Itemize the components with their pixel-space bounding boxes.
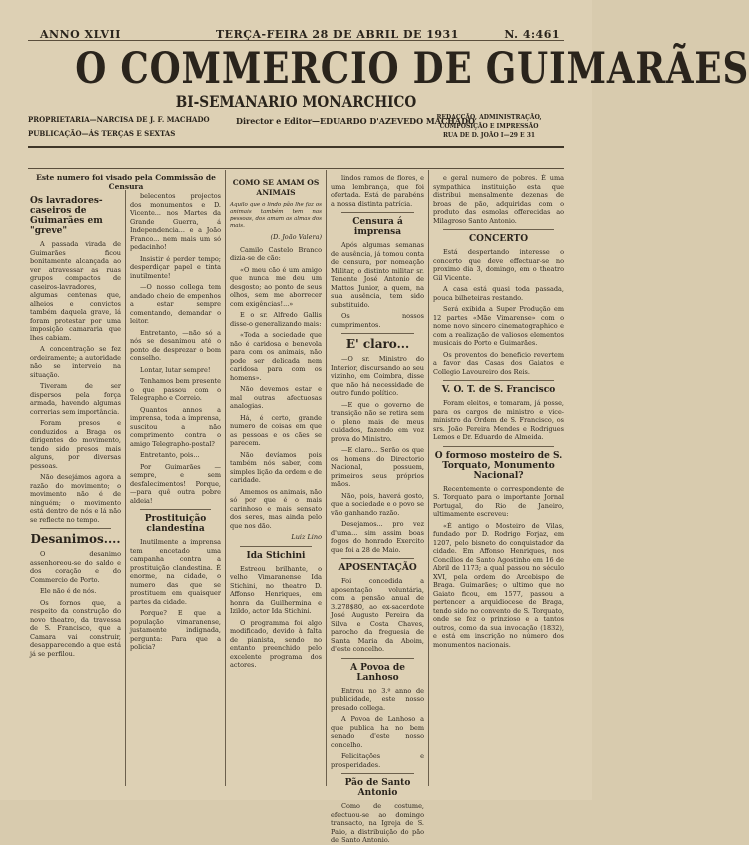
paragraph: Amemos os animais, não só por que é o mais carinhoso e mais sensato dos seres, mas ainda pelo que nos dão.	[230, 487, 322, 530]
paragraph: Após algumas semanas de ausência, já tomou conta de censura, por nomeação Militar, o distinto militar sr. Tenente José Antonio de Mattos Junior, a quem, na sua ausência, tem sido substituido.	[331, 241, 424, 309]
article-headline: Prostituição clandestina	[144, 514, 207, 534]
paragraph: e geral numero de pobres. É uma sympathica instituição esta que distribui mensalmente dezenas de broas de pão, adquiridas com o produto das esmolas offerecidas ao Milagroso Santo Antonio.	[433, 174, 564, 225]
article-headline: Censura á imprensa	[352, 217, 403, 237]
paragraph: A concentração se fez ordeiramente; a autoridade não se interveio na situação.	[30, 345, 121, 379]
column-divider	[428, 170, 429, 786]
paragraph: —E que o governo de transição não se retira sem o pleno mais de meus cuidados, fazendo em voz prova do Ministro.	[331, 400, 424, 443]
paragraph: Será exibida a Super Produção em 12 partes «Mãe Vimarense» com o nome novo sincero cinematographico e com a realização de valiosos elementos musicais do Porto e Guimarães.	[433, 305, 564, 347]
paragraph: —O sr. Ministro do Interior, discursando ao seu vizinho, em Coimbra, disse que não há necessidade de outro fundo político.	[331, 355, 424, 397]
paragraph: lindos ramos de flores, e uma lembrança, que foi ofertada. Está de parabéns a nossa distinta patrícia.	[331, 174, 424, 208]
editor: Director e Editor—EDUARDO D'AZEVEDO MACHADO	[236, 116, 475, 126]
paragraph: Foi concedida a aposentação voluntária, com a pensão anual de 3.278$80, ao ex-sacerdote José Augusto Pereira da Silva e Costa Chaves, parocho da freguesia de Santa Maria da Aboim, d'este concelho.	[331, 577, 424, 653]
column-4	[331, 174, 424, 844]
article-headline: V. O. T. de S. Francisco	[441, 385, 556, 395]
publication-days: PUBLICAÇÃO—ÁS TERÇAS E SEXTAS	[28, 129, 176, 138]
issue-number: N. 4:461	[504, 28, 560, 41]
masthead-rule	[28, 146, 564, 148]
article-headline: Desanimos....	[30, 532, 121, 546]
paragraph: A casa está quasi toda passada, pouca bilheteiras restando.	[433, 285, 564, 302]
paragraph: Não, pois, haverá gosto, que a sociedade e o povo se vão ganhando razão.	[331, 491, 424, 517]
newspaper-subtitle: BI-SEMANARIO MONARCHICO	[175, 92, 417, 111]
paragraph: Desejamos... pro vez d'uma... sim assim boas fogos do honrado Exercito que foi a 28 de Maio.	[331, 520, 424, 554]
separator	[240, 546, 312, 547]
article-headline: Os lavradores-caseiros de Guimarães em "greve"	[30, 196, 103, 236]
column-divider	[125, 190, 126, 786]
paragraph: belecentos projectos dos monumentos e D. Vicente... nos Martes da Grande Guerra, á Independencia... e a João Franco... nem mais um só pedacinho!	[130, 192, 221, 251]
epigraph: Aquilo que o lindo pão lhe faz os animais também tem nas pessoas, dos amam as almas dos mais.	[230, 202, 322, 229]
article-headline: A Povoa de Lanhoso	[350, 662, 405, 683]
separator	[341, 333, 414, 334]
column-3	[230, 174, 322, 786]
paragraph: —E claro... Serão os que os homens do Directorio Nacional, possuem, primeiros seus próprios mãos.	[331, 446, 424, 488]
year: ANNO XLVII	[40, 28, 121, 41]
separator	[443, 446, 554, 447]
separator	[341, 658, 414, 659]
admin-info	[414, 113, 564, 140]
paragraph: Está despertando interesse o concerto que deve effectuar-se no proximo dia 3, domingo, em o theatro Gil Vicente.	[433, 248, 564, 282]
paragraph: A Povoa de Lanhoso a que publica ha no bem senado d'este nosso concelho.	[331, 715, 424, 749]
issue-date: TERÇA-FEIRA 28 DE ABRIL DE 1931	[216, 28, 459, 41]
paragraph: Inutilmente a imprensa tem encetado uma campanha contra a prostituição clandestina. É enorme, na cidade, o numero das que se prostituem em quaisquer partes da cidade.	[130, 538, 221, 606]
paragraph: Quantos annos a imprensa, toda a imprensa, suscitou a não comprimento contra o amigo Telegrapho-postal?	[130, 405, 221, 448]
article-headline: O formoso mosteiro de S. Torquato, Monumento Nacional?	[434, 450, 563, 481]
paragraph: Foram eleitos, e tomaram, já posse, para os cargos de ministro e vice-ministro da Ordem de S. Francisco, os srs. João Pereira Mendes e Rodrigues Lemos e Dr. Eduardo de Almeida.	[433, 399, 564, 441]
article-headline: CONCERTO	[468, 234, 529, 244]
separator	[40, 528, 111, 529]
paragraph: Não devemos estar e mal outras afectuosas analogias.	[230, 385, 322, 410]
article-headline: Pão de Santo Antonio	[344, 778, 411, 798]
paragraph: Entrou no 3.º anno de publicidade, este nosso presado collega.	[331, 686, 424, 712]
paragraph: Há, é certo, grande numero de coisas em que as pessoas e os cães se parecem.	[230, 413, 322, 447]
article-headline: COMO SE AMAM OS ANIMAIS	[232, 178, 320, 197]
separator	[443, 229, 554, 230]
separator	[341, 773, 414, 774]
admin-label: REDACÇÃO, ADMINISTRAÇÃO, COMPOSIÇÃO E IMPRESSÃO	[436, 114, 542, 130]
paragraph: Insistir é perder tempo; desperdiçar papel e tinta inutilmente!	[130, 254, 221, 280]
paragraph: Não devíamos pois também nós saber, com simples lição da ordem e de caridade.	[230, 450, 322, 484]
paragraph: —O nosso collega tem andado cheio de empenhos a estar sempre comentando, demandar o leitor.	[130, 283, 221, 325]
article-author: Luiz Lino	[291, 533, 322, 541]
article-headline: APOSENTAÇÃO	[338, 563, 417, 573]
paragraph: Estreou brilhante, o velho Vimaranense Ida Stichini, no theatro D. Affonso Henriques, em honra da Guilhermina e Izildo, actor Ida Stichini.	[230, 564, 322, 615]
paragraph: A passada virada de Guimarães ficou bonitamente alcançada ao ver atravessar as ruas grupos compactos de caseiros-lavradores, algumas centenas que, alheios e convictos também daquela grave, lá foram protestar por uma imposição camararia que lhes cabiam.	[30, 240, 121, 342]
paragraph: «É antigo o Mosteiro de Vilas, fundado por D. Rodrigo Forjaz, em 1207, pelo bisneto do conquistador da cidade. Em Affonso Henriques, nos Concílios de Santo Agostinho em 16 de Abril de 1173; a qual passou no século XVI, pela ordem do Arcebispo de Braga. Guimarães; o ultimo que no Gaiato ficou, em 1577, passou a pertencer a arquidiocese de Braga, tendo sido no convento de S. Torquato, onde se fez o prinzioso e a tantos outros, como da sua invocação (1832), e está em inscrição no número dos monumentos nacionais.	[433, 521, 564, 649]
article-headline: E' claro...	[345, 337, 410, 351]
top-rule	[28, 40, 564, 41]
separator	[341, 212, 414, 213]
paragraph: Os fornos que, a respeito da construção do novo theatro, da travessa de S. Francisco, que a Camara vai construir, desapparecendo a que está já se perfilou.	[30, 598, 121, 658]
newspaper-title: O COMMERCIO DE GUIMARÃES	[75, 44, 749, 94]
epigraph-author: (D. João Valera)	[270, 233, 322, 241]
paragraph: Felicitações e prosperidades.	[331, 752, 424, 769]
paragraph: Porque? E que a população vimaranense, justamente indignada, pergunta: Para que a policia?	[130, 609, 221, 651]
column-5	[433, 174, 564, 786]
paragraph: Tiveram de ser dispersos pela força armada, havendo algumas correrias sem importância.	[30, 382, 121, 416]
paragraph: Foram presos e conduzidos a Braga os dirigentes do movimento, tendo sido presos mais alguns, por diversas pessoas.	[30, 419, 121, 470]
column-divider	[326, 170, 327, 786]
paragraph: Camilo Castelo Branco dizia-se de cão:	[230, 245, 322, 262]
paragraph: Recentemente o correspondente de S. Torquato para o importante Jornal Portugal, do Rio de Janeiro, ultimamente escreveu:	[433, 484, 564, 518]
paragraph: Entretanto, pois...	[140, 451, 200, 459]
paragraph: Não desejámos agora a razão do movimento; o movimento não é de ninguém; o movimento está dentro de nós e lá não se reflecte no tempo.	[30, 473, 121, 524]
separator	[443, 380, 554, 381]
paragraph: Os nossos cumprimentos.	[331, 312, 424, 329]
paragraph: Os proventos do beneficio revertem a favor das Casas dos Gaiatos e Collegio Lavoureiro dos Reis.	[433, 350, 564, 376]
paragraph: «Toda a sociedade que não é caridosa e benevola para com os animais, não pode ser delicada nem caridosa para com os homens».	[230, 331, 322, 382]
paragraph: E o sr. Alfredo Gallis disse-o generalizando mais:	[230, 311, 322, 328]
paragraph: Como de costume, efectuou-se ao domingo transacto, na Igreja de S. Paio, a distribuição do pão de Santo Antonio.	[331, 802, 424, 844]
paragraph: O programma foi algo modificado, devido à falta de pianista, sendo no entanto preenchido pelo excelente programa dos actores.	[230, 618, 322, 669]
paragraph: Por Guimarães — sempre, e sem desfalecimentos! Porque, —para quê outra pobre aldeia!	[130, 462, 221, 505]
owner-info	[28, 113, 228, 141]
paragraph: Tenhamos bem presente o que passou com o Telegrapho e Correio.	[130, 377, 221, 402]
address: RUA DE D. JOÃO I—29 E 31	[442, 132, 536, 139]
column-2	[130, 192, 221, 786]
column-divider	[225, 170, 226, 786]
owner: PROPRIETARIA—NARCISA DE J. F. MACHADO	[28, 115, 210, 124]
paragraph: «O meu cão é um amigo que nunca me deu um desgosto; ao ponto de seus olhos, sem me aborrecer com exigências!...»	[230, 265, 322, 308]
article-headline: Ida Stichini	[246, 550, 306, 561]
column-1	[30, 192, 121, 786]
paragraph: Ele não é de nós.	[40, 587, 97, 595]
paragraph: Entretanto, —não só a nós se desanimou até o ponto de desprezar o bom conselho.	[130, 328, 221, 362]
paragraph: O desanimo assenhoreou-se do saldo e dos coração e do Commercio de Porto.	[30, 550, 121, 584]
separator	[341, 558, 414, 559]
separator	[140, 509, 211, 510]
paragraph: Lontar, lutar sempre!	[140, 365, 211, 374]
content-rule	[28, 168, 564, 169]
censorship-banner: Este numero foi visado pela Commissão de Censura	[36, 173, 216, 191]
